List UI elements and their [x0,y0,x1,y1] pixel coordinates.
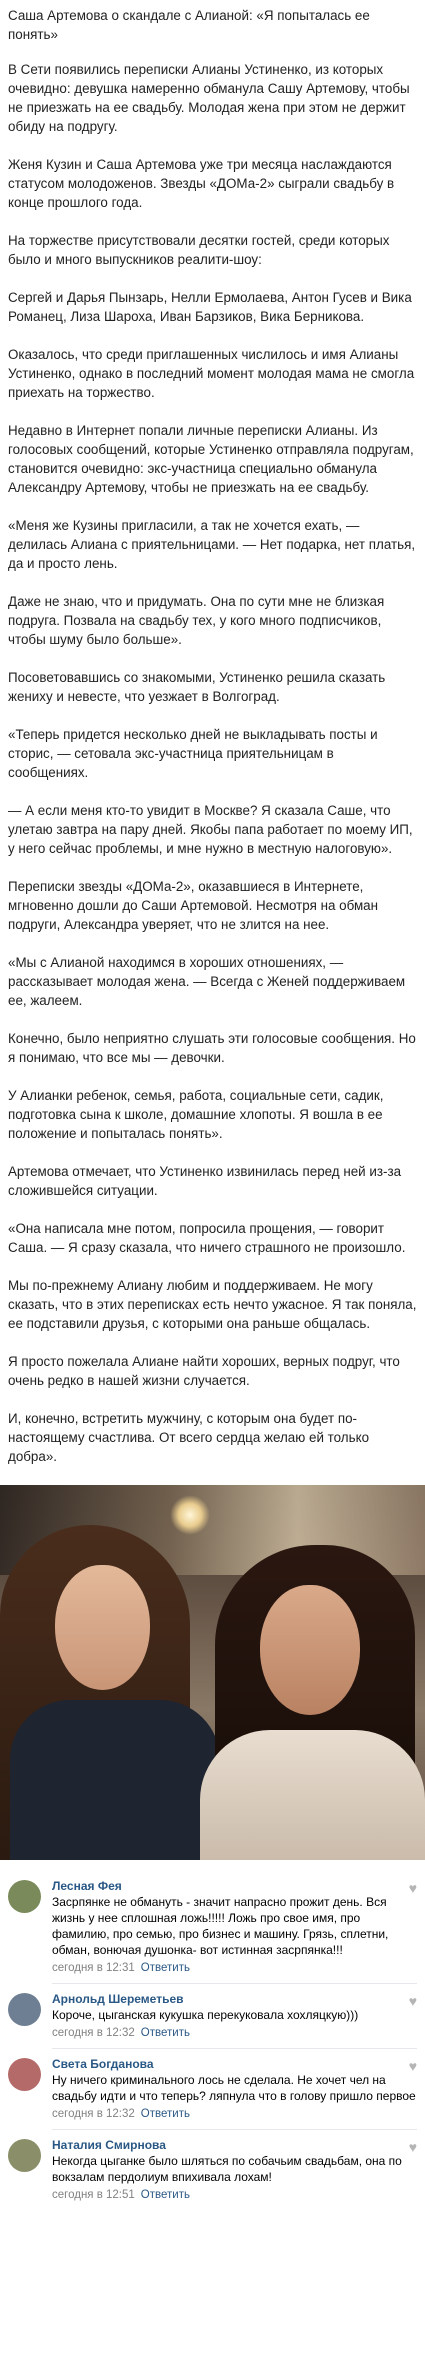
comment-author[interactable]: Света Богданова [52,2057,154,2071]
article-paragraph: «Мы с Алианой находимся в хороших отношениях, — рассказывает молодая жена. — Всегда с Женей поддерживаем ее, жалеем. [8,955,406,1008]
comment-text: Засрпянке не обмануть - значит напрасно прожит день. Вся жизнь у нее сплошная ложь!!!!! Ложь про свое имя, про фамилию, про семью, про бизнес и машину. Грязь, сплетни, обман, вонючая душонка- вот истинная засрпянка!!! [52,1895,389,1957]
reply-link[interactable]: Ответить [140,2027,190,2039]
avatar[interactable] [8,1880,41,1913]
article-paragraph: У Алианки ребенок, семья, работа, социальные сети, садик, подготовка сына к школе, домашние хлопоты. Я вошла в ее положение и попыталась понять». [8,1088,384,1141]
comment-author[interactable]: Наталия Смирнова [52,2138,166,2152]
article-paragraph: Артемова отмечает, что Устиненко извинилась перед ней из-за сложившейся ситуации. [8,1164,402,1198]
article-paragraph: На торжестве присутствовали десятки гостей, среди которых было и много выпускников реалити-шоу: [8,233,390,267]
divider [52,1983,417,1984]
article-paragraph: «Меня же Кузины пригласили, а так не хочется ехать, — делилась Алиана с приятельницами. — Нет подарка, нет платья, да и просто лень. [8,518,416,571]
comment-author[interactable]: Лесная Фея [52,1879,122,1893]
divider [52,2129,417,2130]
avatar[interactable] [8,2058,41,2091]
comment [8,2137,417,2203]
comment-time[interactable]: сегодня в 12:32 [52,2027,135,2039]
comment-time[interactable]: сегодня в 12:31 [52,1962,135,1974]
comment-time[interactable]: сегодня в 12:32 [52,2108,135,2120]
heart-icon[interactable]: ♥ [408,2139,417,2155]
article-paragraph: Сергей и Дарья Пынзарь, Нелли Ермолаева, Антон Гусев и Вика Романец, Лиза Шароха, Иван Барзиков, Вика Берникова. [8,290,412,324]
heart-icon[interactable]: ♥ [408,1880,417,1896]
article-paragraph: Мы по-прежнему Алиану любим и поддерживаем. Не могу сказать, что в этих переписках есть нечто ужасное. Я так поняла, ее подставили друзья, с которыми она раньше общалась. [8,1278,417,1331]
heart-icon[interactable]: ♥ [408,2058,417,2074]
article-paragraph: Оказалось, что среди приглашенных числилось и имя Алианы Устиненко, однако в последний момент молодая мама не смогла приехать на торжество. [8,347,415,400]
comment [8,1878,417,1976]
article-paragraph: Женя Кузин и Саша Артемова уже три месяца наслаждаются статусом молодоженов. Звезды «ДОМа-2» сыграли свадьбу в конце прошлого года. [8,157,395,210]
reply-link[interactable]: Ответить [140,2189,190,2201]
comments-section [0,1860,425,2203]
article-photo [0,1485,425,1860]
article-paragraph: И, конечно, встретить мужчину, с которым она будет по-настоящему счастлива. От всего сердца желаю ей только добра». [8,1411,370,1464]
comment [8,2056,417,2122]
comment [8,1991,417,2041]
article-paragraph: Недавно в Интернет попали личные переписки Алианы. Из голосовых сообщений, которые Устиненко отправляла подругам, становится очевидно: экс-участница специально обманула Александру Артемову, чтобы не приезжать на ее свадьбу. [8,423,414,495]
heart-icon[interactable]: ♥ [408,1993,417,2009]
article-paragraph: «Она написала мне потом, попросила прощения, — говорит Саша. — Я сразу сказала, что ничего страшного не произошло. [8,1221,406,1255]
article-paragraph: В Сети появились переписки Алианы Устиненко, из которых очевидно: девушка намеренно обманула Сашу Артемову, чтобы не приезжать на ее свадьбу. Молодая жена при этом не держит обиду на подругу. [8,62,410,134]
article-paragraph: Конечно, было неприятно слушать эти голосовые сообщения. Но я понимаю, что все мы — девочки. [8,1031,416,1065]
divider [52,2048,417,2049]
article-paragraph: Даже не знаю, что и придумать. Она по сути мне не близкая подруга. Позвала на свадьбу тех, у кого много подписчиков, чтобы шуму было больше». [8,594,385,647]
avatar[interactable] [8,1993,41,2026]
comment-text: Короче, цыганская кукушка перекуковала хохляцкую))) [52,2008,359,2022]
article-paragraph: Переписки звезды «ДОМа-2», оказавшиеся в Интернете, мгновенно дошли до Саши Артемовой. Несмотря на обман подруги, Александра уверяет, что не злится на нее. [8,879,379,932]
reply-link[interactable]: Ответить [140,2108,190,2120]
article-title: Саша Артемова о скандале с Алианой: «Я попыталась ее понять» [8,8,370,42]
avatar[interactable] [8,2139,41,2172]
comment-author[interactable]: Арнольд Шереметьев [52,1992,184,2006]
comment-text: Ну ничего криминального лось не сделала. Не хочет чел на свадьбу идти и что теперь? ляпнула что в голову пришло первое [52,2073,416,2103]
article-paragraph: Я просто пожелала Алиане найти хороших, верных подруг, что очень редко в нашей жизни случается. [8,1354,400,1388]
article-paragraph: — А если меня кто-то увидит в Москве? Я сказала Саше, что улетаю завтра на пару дней. Якобы папа работает по моему ИП, у него сейчас проблемы, и мне нужно в местную налоговую». [8,803,413,856]
comment-text: Некогда цыганке было шляться по собачьим свадьбам, она по вокзалам пердолиум впихивала лохам! [52,2154,402,2184]
reply-link[interactable]: Ответить [140,1962,190,1974]
comment-time[interactable]: сегодня в 12:51 [52,2189,135,2201]
article-paragraph: Посоветовавшись со знакомыми, Устиненко решила сказать жениху и невесте, что уезжает в Волгоград. [8,670,386,704]
article-paragraph: «Теперь придется несколько дней не выкладывать посты и сторис, — сетовала экс-участница приятельницам в сообщениях. [8,727,378,780]
